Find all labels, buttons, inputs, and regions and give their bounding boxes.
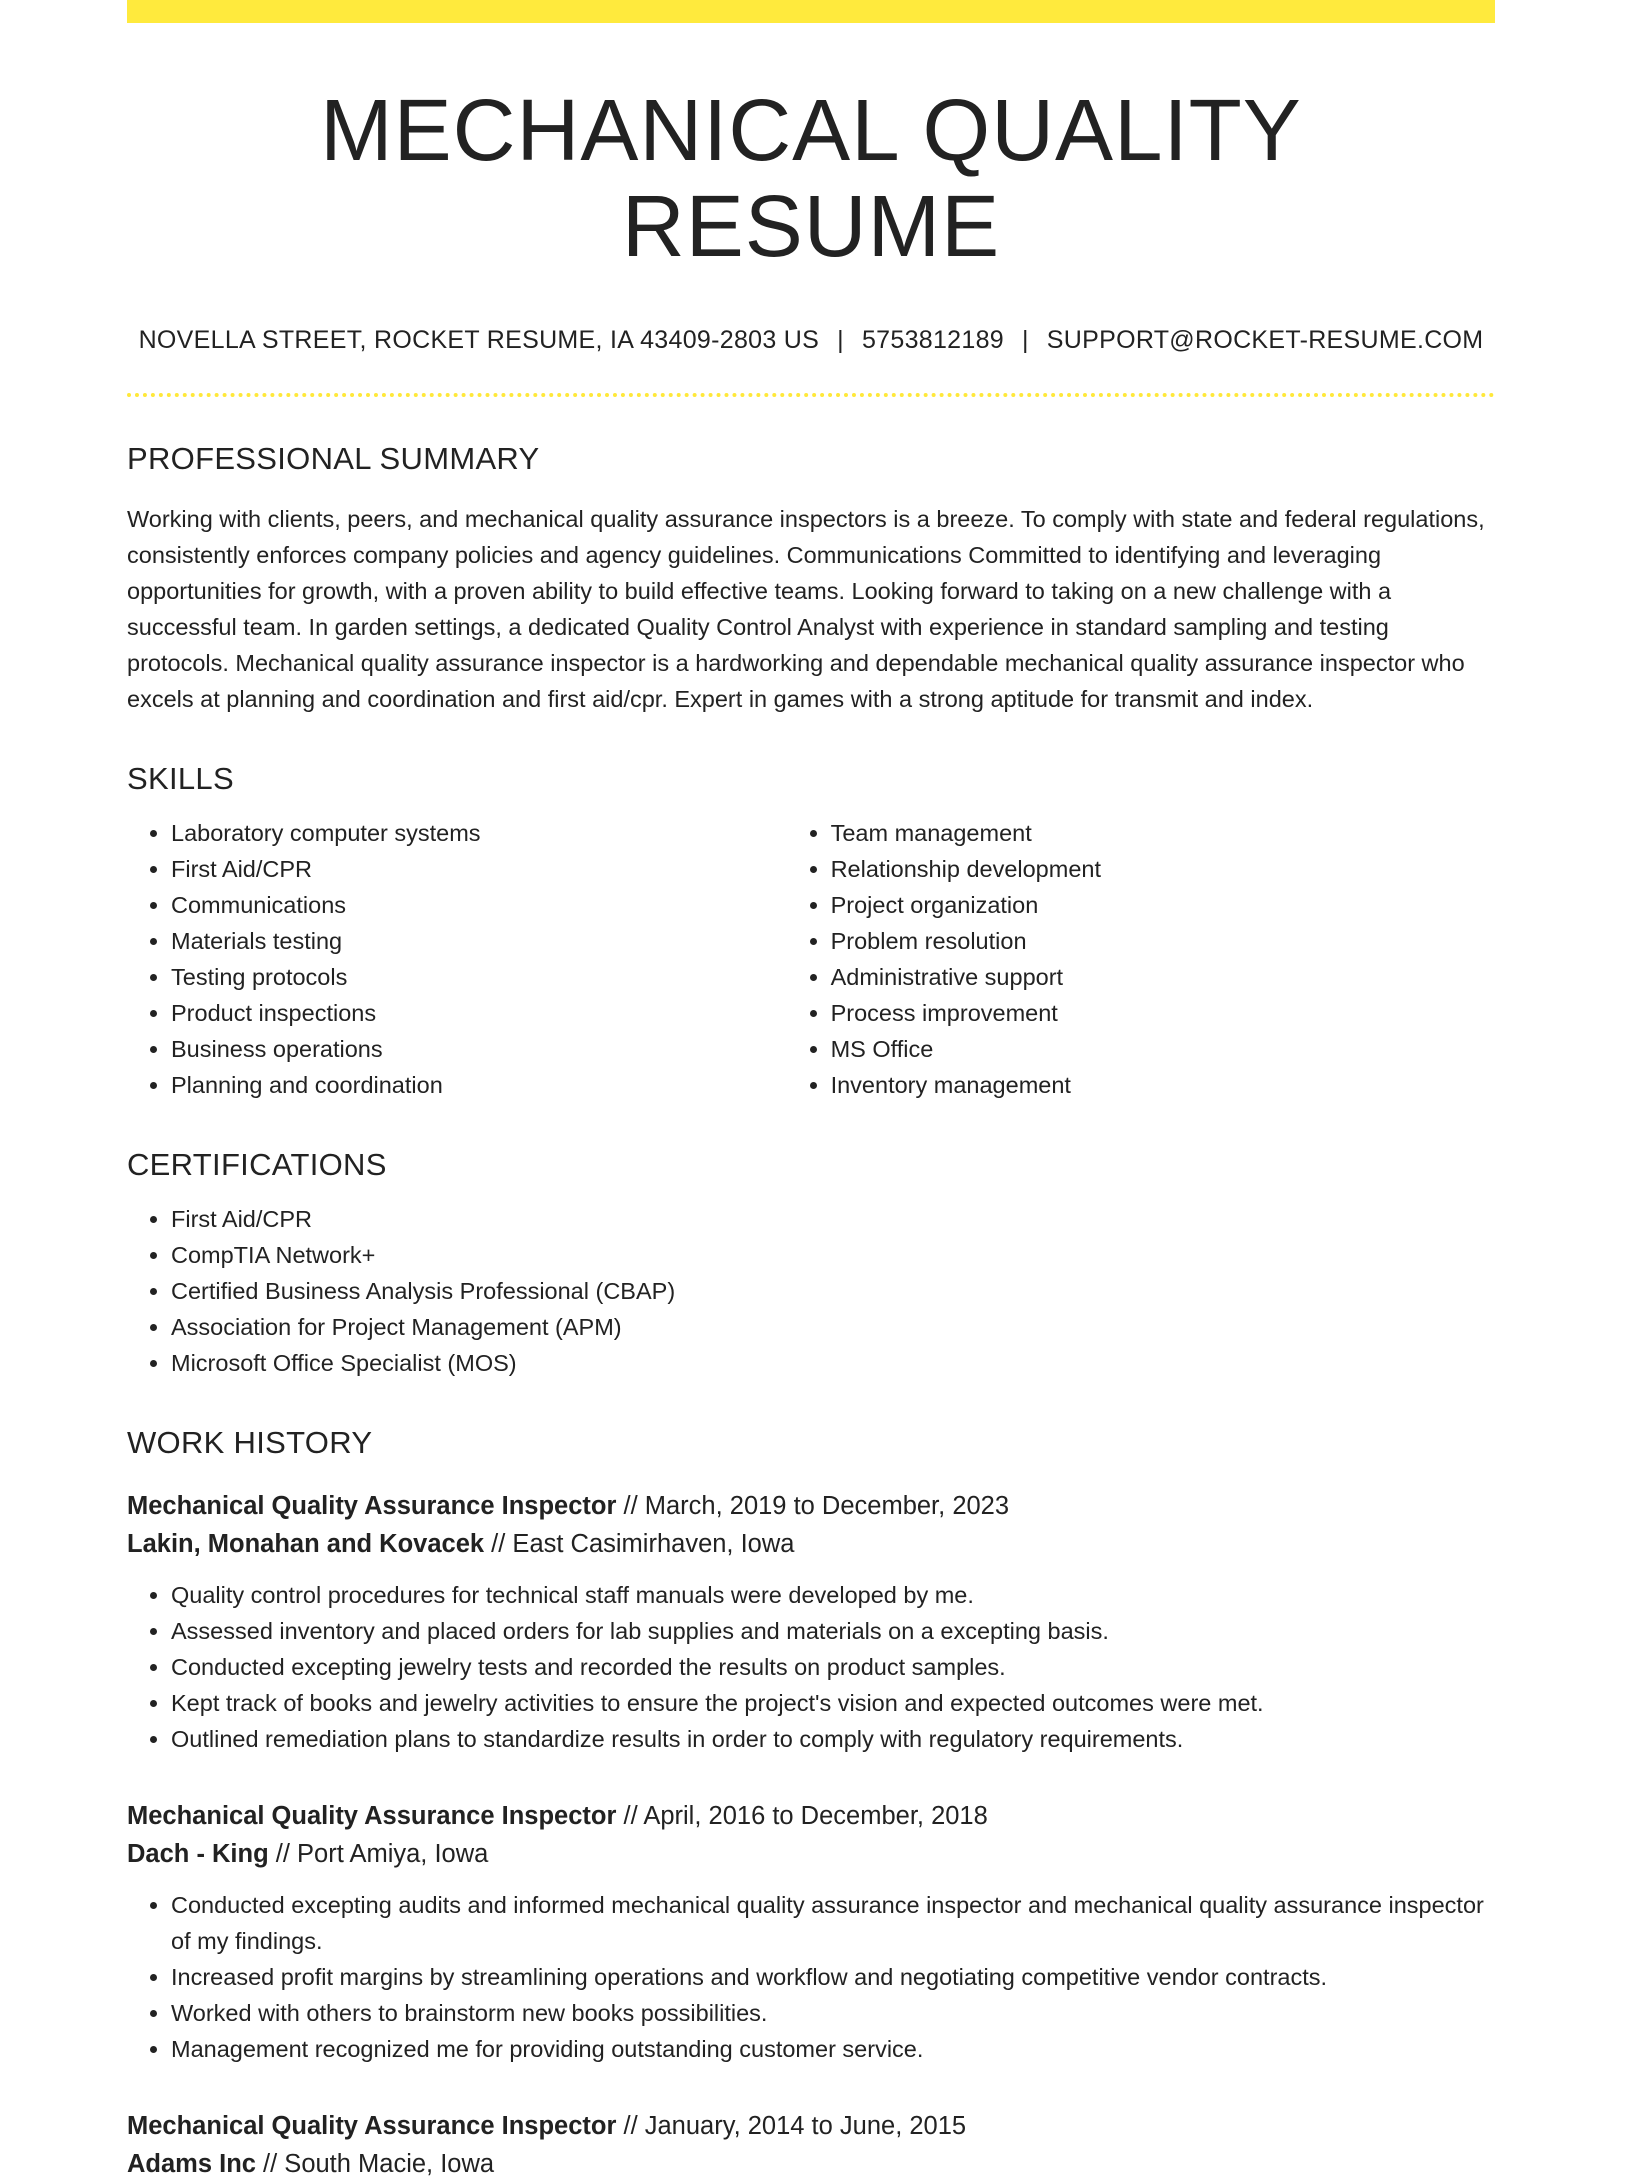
job-bullet: • Worked with others to brainstorm new books possibilities. [171, 1995, 1495, 2031]
skill-item: • First Aid/CPR [171, 851, 787, 887]
skill-item: • Business operations [171, 1031, 787, 1067]
contact-line [127, 326, 1495, 355]
job-bullet: • Conducted excepting jewelry tests and recorded the results on product samples. [171, 1649, 1495, 1685]
page-title: MECHANICAL QUALITY RESUME [320, 82, 1302, 275]
job-bullet: • Increased profit margins by streamlining operations and workflow and negotiating competitive vendor contracts. [171, 1959, 1495, 1995]
job-title-line [127, 2107, 1495, 2145]
phone-text: 5753812189 [861, 326, 1004, 355]
skills-heading: SKILLS [127, 761, 234, 797]
accent-bar [127, 0, 1495, 23]
certification-item: • Association for Project Management (APM) [171, 1309, 1495, 1345]
skill-item: • Team management [831, 815, 1495, 851]
job-title-line [127, 1487, 1495, 1525]
skill-item: • Relationship development [831, 851, 1495, 887]
job-bullet: • Outlined remediation plans to standardize results in order to comply with regulatory requirements. [171, 1721, 1495, 1757]
certifications-list [127, 1201, 1495, 1381]
job-title: Mechanical Quality Assurance Inspector [127, 1802, 617, 1831]
job-company-line [127, 2145, 1495, 2183]
job-dates: // April, 2016 to December, 2018 [616, 1802, 988, 1831]
skill-item: • Laboratory computer systems [171, 815, 787, 851]
certification-item: • Microsoft Office Specialist (MOS) [171, 1345, 1495, 1381]
job-dates: // January, 2014 to June, 2015 [616, 2112, 967, 2141]
work-history-heading: WORK HISTORY [127, 1425, 373, 1461]
separator: | [837, 326, 844, 355]
job-title-line [127, 1797, 1495, 1835]
skill-item: • Administrative support [831, 959, 1495, 995]
skills-columns [127, 797, 1495, 1103]
job-location: // Port Amiya, Iowa [268, 1840, 489, 1869]
job-company: Adams Inc [127, 2150, 256, 2179]
job-bullet: • Assessed inventory and placed orders for lab supplies and materials on a excepting basis. [171, 1613, 1495, 1649]
skill-item: • Planning and coordination [171, 1067, 787, 1103]
email-link[interactable]: SUPPORT@ROCKET-RESUME.COM [1046, 326, 1484, 355]
summary-heading: PROFESSIONAL SUMMARY [127, 441, 540, 477]
certification-item: • Certified Business Analysis Professional (CBAP) [171, 1273, 1495, 1309]
job-entry [127, 1487, 1495, 1757]
job-location: // East Casimirhaven, Iowa [484, 1530, 795, 1559]
job-bullet: • Management recognized me for providing outstanding customer service. [171, 2031, 1495, 2067]
job-entry [127, 2107, 1495, 2183]
dotted-divider [127, 393, 1495, 397]
skill-item: • Communications [171, 887, 787, 923]
address-text: NOVELLA STREET, ROCKET RESUME, IA 43409-2803 US [138, 326, 820, 355]
job-title: Mechanical Quality Assurance Inspector [127, 2112, 617, 2141]
skill-item: • Project organization [831, 887, 1495, 923]
skills-list-right [787, 815, 1495, 1103]
job-bullet: • Conducted excepting audits and informed mechanical quality assurance inspector and mechanical quality assurance inspector of my findings. [171, 1887, 1495, 1959]
job-company-line [127, 1835, 1495, 1873]
skill-item: • Product inspections [171, 995, 787, 1031]
job-bullet: • Quality control procedures for technical staff manuals were developed by me. [171, 1577, 1495, 1613]
skill-item: • Testing protocols [171, 959, 787, 995]
skill-item: • Materials testing [171, 923, 787, 959]
skill-item: • MS Office [831, 1031, 1495, 1067]
certifications-heading: CERTIFICATIONS [127, 1147, 387, 1183]
job-bullets [127, 1577, 1495, 1757]
certification-item: • CompTIA Network+ [171, 1237, 1495, 1273]
job-location: // South Macie, Iowa [255, 2150, 495, 2179]
job-bullet: • Kept track of books and jewelry activities to ensure the project's vision and expected outcomes were met. [171, 1685, 1495, 1721]
job-dates: // March, 2019 to December, 2023 [616, 1492, 1010, 1521]
job-company-line [127, 1525, 1495, 1563]
certification-item: • First Aid/CPR [171, 1201, 1495, 1237]
skill-item: • Process improvement [831, 995, 1495, 1031]
job-bullets [127, 1887, 1495, 2067]
skill-item: • Inventory management [831, 1067, 1495, 1103]
resume-page [127, 0, 1495, 2183]
job-company: Lakin, Monahan and Kovacek [127, 1530, 485, 1559]
job-company: Dach - King [127, 1840, 269, 1869]
skill-item: • Problem resolution [831, 923, 1495, 959]
skills-list-left [127, 815, 787, 1103]
summary-text: Working with clients, peers, and mechanical quality assurance inspectors is a breeze. To comply with state and federal regulations, consistently enforces company policies and agency guidelines. Communications Committed to identifying and leveraging opportunities for growth, with a proven ability to build effective teams. Looking forward to taking on a new challenge with a successful team. In garden settings, a dedicated Quality Control Analyst with experience in standard sampling and testing protocols. Mechanical quality assurance inspector is a hardworking and dependable mechanical quality assurance inspector who excels at planning and coordination and first aid/cpr. Expert in games with a strong aptitude for transmit and index. [127, 506, 1485, 713]
job-title: Mechanical Quality Assurance Inspector [127, 1492, 617, 1521]
job-entry [127, 1797, 1495, 2067]
separator: | [1022, 326, 1029, 355]
